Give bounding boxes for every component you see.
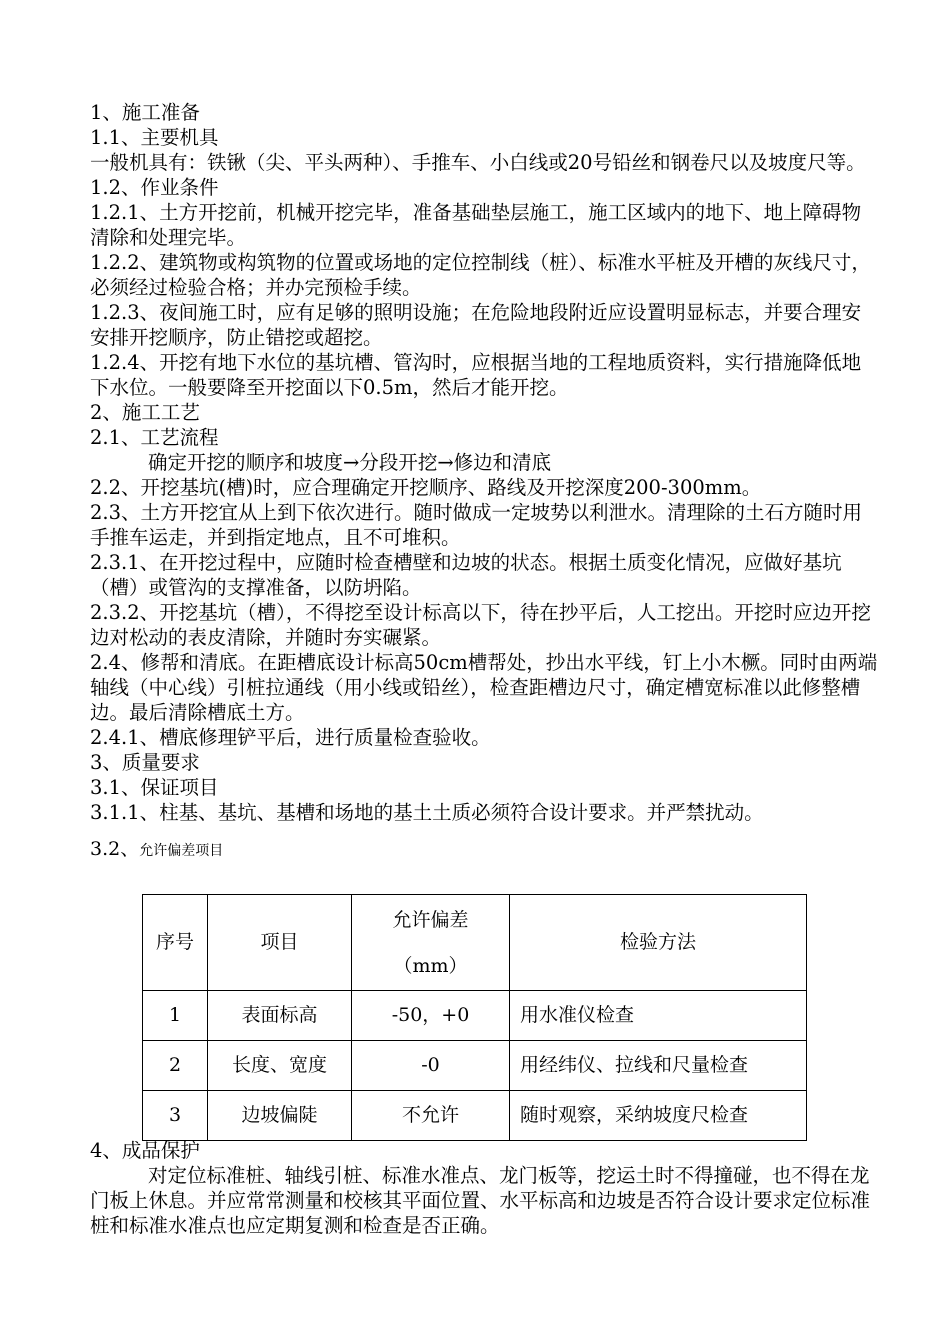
table-header-row bbox=[143, 895, 807, 991]
section-2-1-heading: 2.1、工艺流程 bbox=[90, 426, 219, 449]
table-row bbox=[143, 1091, 807, 1141]
section-1-1-body: 一般机具有：铁锹（尖、平头两种）、手推车、小白线或20号铅丝和钢卷尺以及坡度尺等。 bbox=[90, 151, 866, 174]
cell-item: 长度、宽度 bbox=[208, 1041, 352, 1091]
cell-item: 边坡偏陡 bbox=[208, 1091, 352, 1141]
section-2-4-1: 2.4.1、槽底修理铲平后，进行质量检查验收。 bbox=[90, 726, 491, 749]
section-2-3-1: 2.3.1、在开挖过程中，应随时检查槽壁和边坡的状态。根据土质变化情况，应做好基坑（槽）或管沟的支撑准备，以防坍陷。 bbox=[90, 551, 842, 599]
cell-method: 随时观察，采纳坡度尺检查 bbox=[510, 1091, 807, 1141]
header-item: 项目 bbox=[208, 895, 352, 991]
header-tolerance bbox=[352, 895, 510, 991]
section-2-heading: 2、施工工艺 bbox=[90, 401, 200, 424]
section-4 bbox=[90, 1138, 880, 1238]
header-tolerance-label: 允许偏差 bbox=[392, 908, 469, 931]
cell-tolerance: -50，+0 bbox=[352, 991, 510, 1041]
section-1-2-2: 1.2.2、建筑物或构筑物的位置或场地的定位控制线（桩）、标准水平桩及开槽的灰线尺寸，必须经过检验合格；并办完预检手续。 bbox=[90, 251, 871, 299]
header-tolerance-unit: （mm） bbox=[393, 954, 468, 977]
section-4-heading: 4、成品保护 bbox=[90, 1139, 200, 1162]
section-3-1-1: 3.1.1、柱基、基坑、基槽和场地的基土土质必须符合设计要求。并严禁扰动。 bbox=[90, 801, 764, 824]
section-2-3-2: 2.3.2、开挖基坑（槽），不得挖至设计标高以下，待在抄平后，人工挖出。开挖时应边开挖边对松动的表皮清除，并随时夯实碾紧。 bbox=[90, 601, 871, 649]
table-caption-number: 3.2、 bbox=[90, 838, 140, 860]
cell-index: 3 bbox=[143, 1091, 208, 1141]
header-index: 序号 bbox=[143, 895, 208, 991]
section-1-2-1: 1.2.1、土方开挖前，机械开挖完毕，准备基础垫层施工，施工区域内的地下、地上障碍物清除和处理完毕。 bbox=[90, 201, 862, 249]
cell-tolerance: 不允许 bbox=[352, 1091, 510, 1141]
table-caption bbox=[90, 835, 880, 865]
table-caption-text: 允许偏差项目 bbox=[139, 843, 224, 859]
cell-item: 表面标高 bbox=[208, 991, 352, 1041]
table-row bbox=[143, 1041, 807, 1091]
section-4-body: 对定位标准桩、轴线引桩、标准水准点、龙门板等，挖运土时不得撞碰，也不得在龙门板上休息。并应常常测量和校核其平面位置、水平标高和边坡是否符合设计要求定位标准桩和标准水准点也应定期复测和检查是否正确。 bbox=[90, 1164, 871, 1237]
section-1-2-4: 1.2.4、开挖有地下水位的基坑槽、管沟时，应根据当地的工程地质资料，实行措施降低地下水位。一般要降至开挖面以下0.5m，然后才能开挖。 bbox=[90, 351, 862, 399]
cell-method: 用经纬仪、拉线和尺量检查 bbox=[510, 1041, 807, 1091]
section-3-1-heading: 3.1、保证项目 bbox=[90, 776, 219, 799]
cell-index: 2 bbox=[143, 1041, 208, 1091]
section-2-3: 2.3、土方开挖宜从上到下依次进行。随时做成一定坡势以利泄水。清理除的土石方随时用手推车运走，并到指定地点，且不可堆积。 bbox=[90, 501, 863, 549]
document-page bbox=[90, 100, 880, 1237]
tolerance-table bbox=[142, 894, 807, 1141]
section-3-heading: 3、质量要求 bbox=[90, 751, 200, 774]
section-1-heading: 1、施工准备 bbox=[90, 101, 200, 124]
header-method: 检验方法 bbox=[510, 895, 807, 991]
process-flow: 确定开挖的顺序和坡度→分段开挖→修边和清底 bbox=[148, 451, 552, 474]
section-1-2-heading: 1.2、作业条件 bbox=[90, 176, 219, 199]
section-2-2: 2.2、开挖基坑(槽)时，应合理确定开挖顺序、路线及开挖深度200-300mm。 bbox=[90, 476, 762, 499]
cell-method: 用水准仪检查 bbox=[510, 991, 807, 1041]
section-1-1-heading: 1.1、主要机具 bbox=[90, 126, 219, 149]
cell-index: 1 bbox=[143, 991, 208, 1041]
table-row bbox=[143, 991, 807, 1041]
cell-tolerance: -0 bbox=[352, 1041, 510, 1091]
section-1-2-3: 1.2.3、夜间施工时，应有足够的照明设施；在危险地段附近应设置明显标志，并要合理安安排开挖顺序，防止错挖或超挖。 bbox=[90, 301, 862, 349]
section-2-4: 2.4、修帮和清底。在距槽底设计标高50cm槽帮处，抄出水平线，钉上小木橛。同时由两端轴线（中心线）引桩拉通线（用小线或铅丝），检查距槽边尺寸，确定槽宽标准以此修整槽边。最后清除槽底土方。 bbox=[90, 651, 878, 724]
